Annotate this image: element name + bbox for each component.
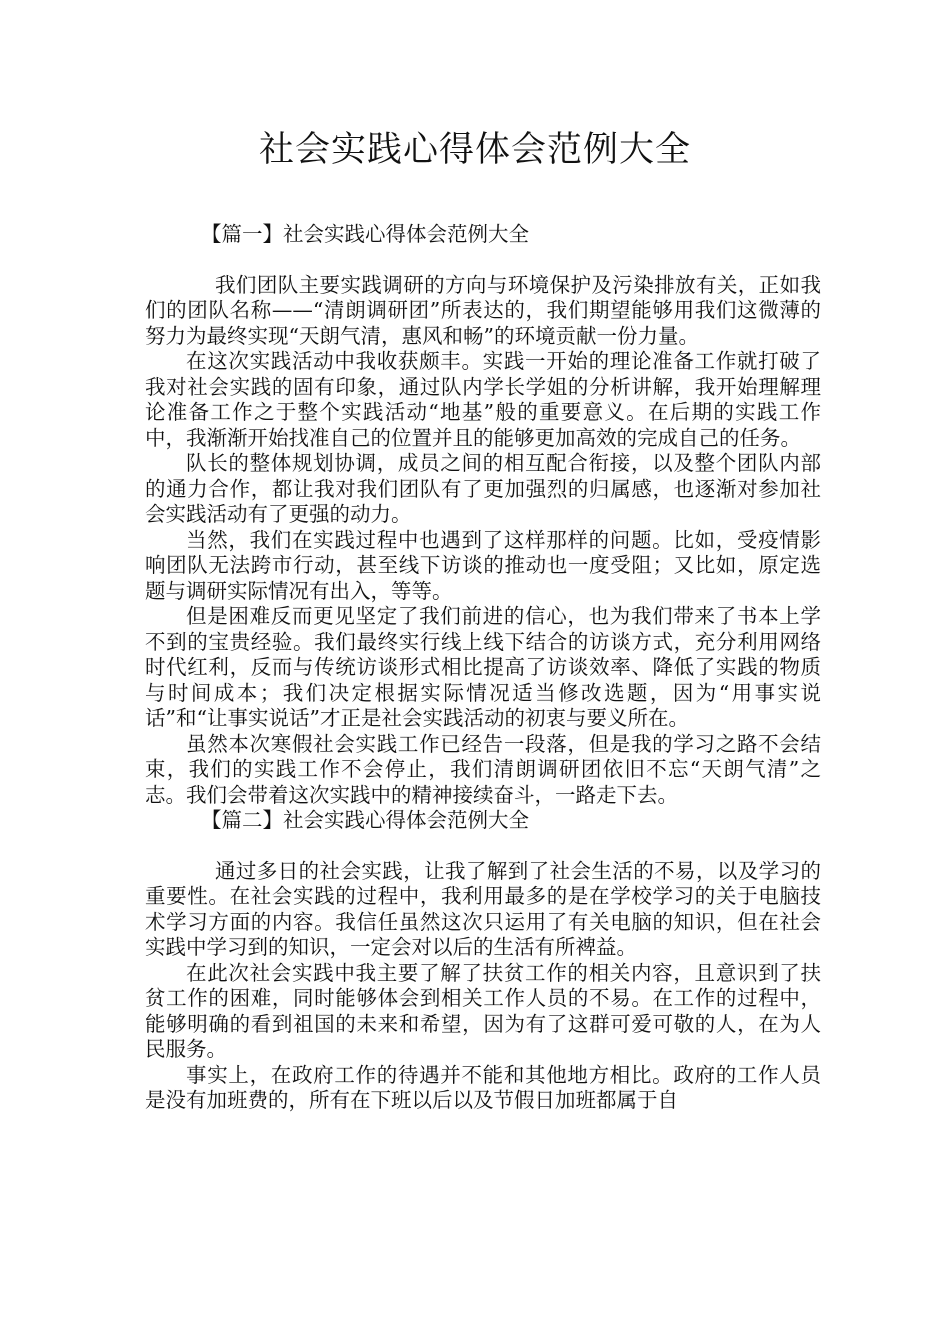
paragraph: 虽然本次寒假社会实践工作已经告一段落，但是我的学习之路不会结束，我们的实践工作不会停止，我们清朗调研团依旧不忘“天朗气清”之志。我们会带着这次实践中的精神接续奋斗，一路走下去。 [145, 731, 821, 807]
document-title: 社会实践心得体会范例大全 [258, 130, 691, 170]
paragraph: 我们团队主要实践调研的方向与环境保护及污染排放有关，正如我们的团队名称——“清朗调研团”所表达的，我们期望能够用我们这微薄的努力为最终实现“天朗气清，惠风和畅”的环境贡献一份力量。 [145, 272, 821, 348]
paragraph: 在这次实践活动中我收获颇丰。实践一开始的理论准备工作就打破了我对社会实践的固有印象，通过队内学长学姐的分析讲解，我开始理解理论准备工作之于整个实践活动“地基”般的重要意义。在后期的实践工作中，我渐渐开始找准自己的位置并且的能够更加高效的完成自己的任务。 [145, 349, 821, 450]
section-heading-1: 【篇一】社会实践心得体会范例大全 [201, 222, 529, 246]
paragraph: 在此次社会实践中我主要了解了扶贫工作的相关内容，且意识到了扶贫工作的困难，同时能够体会到相关工作人员的不易。在工作的过程中，能够明确的看到祖国的未来和希望，因为有了这群可爱可敬的人，在为人民服务。 [145, 960, 821, 1061]
paragraph: 通过多日的社会实践，让我了解到了社会生活的不易，以及学习的重要性。在社会实践的过程中，我利用最多的是在学校学习的关于电脑技术学习方面的内容。我信任虽然这次只运用了有关电脑的知识，但在社会实践中学习到的知识，一定会对以后的生活有所裨益。 [145, 858, 821, 959]
section-heading-2: 【篇二】社会实践心得体会范例大全 [201, 808, 529, 832]
document-body [145, 222, 821, 1114]
paragraph: 但是困难反而更见坚定了我们前进的信心，也为我们带来了书本上学不到的宝贵经验。我们最终实行线上线下结合的访谈方式，充分利用网络时代红利，反而与传统访谈形式相比提高了访谈效率、降低了实践的物质与时间成本；我们决定根据实际情况适当修改选题，因为“用事实说话”和“让事实说话”才正是社会实践活动的初衷与要义所在。 [145, 604, 821, 730]
paragraph: 队长的整体规划协调，成员之间的相互配合衔接，以及整个团队内部的通力合作，都让我对我们团队有了更加强烈的归属感，也逐渐对参加社会实践活动有了更强的动力。 [145, 451, 821, 526]
paragraph: 事实上，在政府工作的待遇并不能和其他地方相比。政府的工作人员是没有加班费的，所有在下班以后以及节假日加班都属于自 [145, 1062, 821, 1112]
paragraph: 当然，我们在实践过程中也遇到了这样那样的问题。比如，受疫情影响团队无法跨市行动，甚至线下访谈的推动也一度受阻；又比如，原定选题与调研实际情况有出入，等等。 [145, 527, 821, 603]
